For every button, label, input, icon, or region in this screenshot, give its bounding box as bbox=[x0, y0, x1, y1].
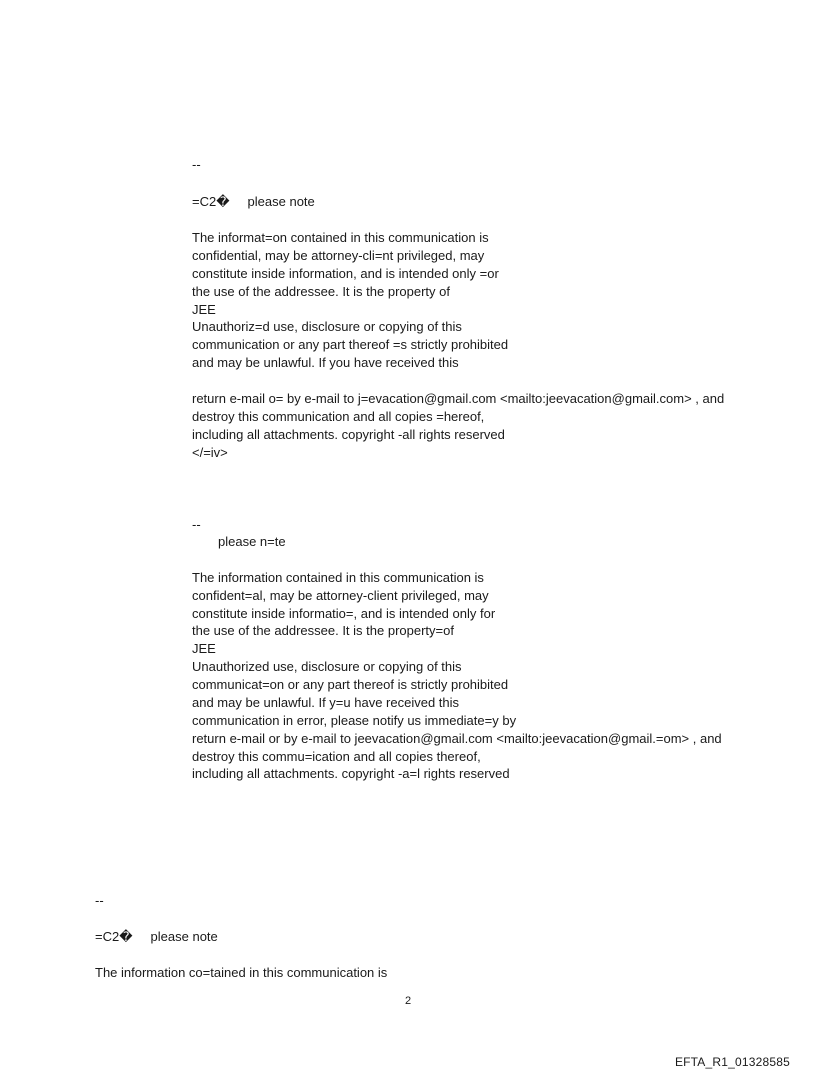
block1-line-1: confidential, may be attorney-cli=nt privileged, may bbox=[192, 248, 485, 263]
block2-note-label: please n=te bbox=[218, 534, 286, 549]
block1-note-label: please note bbox=[247, 194, 315, 209]
document-id: EFTA_R1_01328585 bbox=[674, 1055, 790, 1069]
block2-line-5: Unauthorized use, disclosure or copying of this bbox=[192, 659, 462, 674]
block1-line2-2: including all attachments. copyright -all rights reserved bbox=[192, 427, 505, 442]
block3-note-prefix: =C2� bbox=[95, 929, 133, 944]
block1-line-0: The informat=on contained in this communication is bbox=[192, 230, 489, 245]
block2-line-10: destroy this commu=ication and all copies thereof, bbox=[192, 749, 481, 764]
block1-line2-0: return e-mail o= by e-mail to j=evacation@gmail.com <mailto:jeevacation@gmail.com> , and bbox=[192, 391, 725, 406]
block1-dashes: -- bbox=[192, 157, 201, 172]
block1-line-2: constitute inside information, and is intended only =or bbox=[192, 266, 499, 281]
block3-note-label: please note bbox=[150, 929, 218, 944]
block1-line2-1: destroy this communication and all copies =hereof, bbox=[192, 409, 485, 424]
block1-line-3: the use of the addressee. It is the property of bbox=[192, 284, 450, 299]
block3-dashes: -- bbox=[95, 893, 104, 908]
block2-line-7: and may be unlawful. If y=u have received this bbox=[192, 695, 460, 710]
block1-line-5: Unauthoriz=d use, disclosure or copying of this bbox=[192, 319, 462, 334]
block1-line-4: JEE bbox=[192, 302, 216, 317]
page-number: 2 bbox=[404, 995, 412, 1007]
block1-line-7: and may be unlawful. If you have received this bbox=[192, 355, 459, 370]
block1-line2-3: </=iv> bbox=[192, 445, 228, 460]
block2-line-1: confident=al, may be attorney-client privileged, may bbox=[192, 588, 489, 603]
block2-line-0: The information contained in this communication is bbox=[192, 570, 484, 585]
block2-line-3: the use of the addressee. It is the property=of bbox=[192, 623, 454, 638]
block2-line-9: return e-mail or by e-mail to jeevacation@gmail.com <mailto:jeevacation@gmail.=om> , and bbox=[192, 731, 722, 746]
block2-line-8: communication in error, please notify us immediate=y by bbox=[192, 713, 517, 728]
block2-line-6: communicat=on or any part thereof is strictly prohibited bbox=[192, 677, 509, 692]
block3-line-0: The information co=tained in this communication is bbox=[95, 965, 388, 980]
block1-line-6: communication or any part thereof =s strictly prohibited bbox=[192, 337, 509, 352]
block1-note-prefix: =C2� bbox=[192, 194, 230, 209]
block2-line-4: JEE bbox=[192, 641, 216, 656]
block2-line-11: including all attachments. copyright -a=l rights reserved bbox=[192, 766, 510, 781]
block3-note-line bbox=[95, 928, 218, 946]
block2-dashes: -- bbox=[192, 517, 201, 532]
block1-note-line bbox=[192, 193, 315, 211]
block2-line-2: constitute inside informatio=, and is intended only for bbox=[192, 606, 496, 621]
